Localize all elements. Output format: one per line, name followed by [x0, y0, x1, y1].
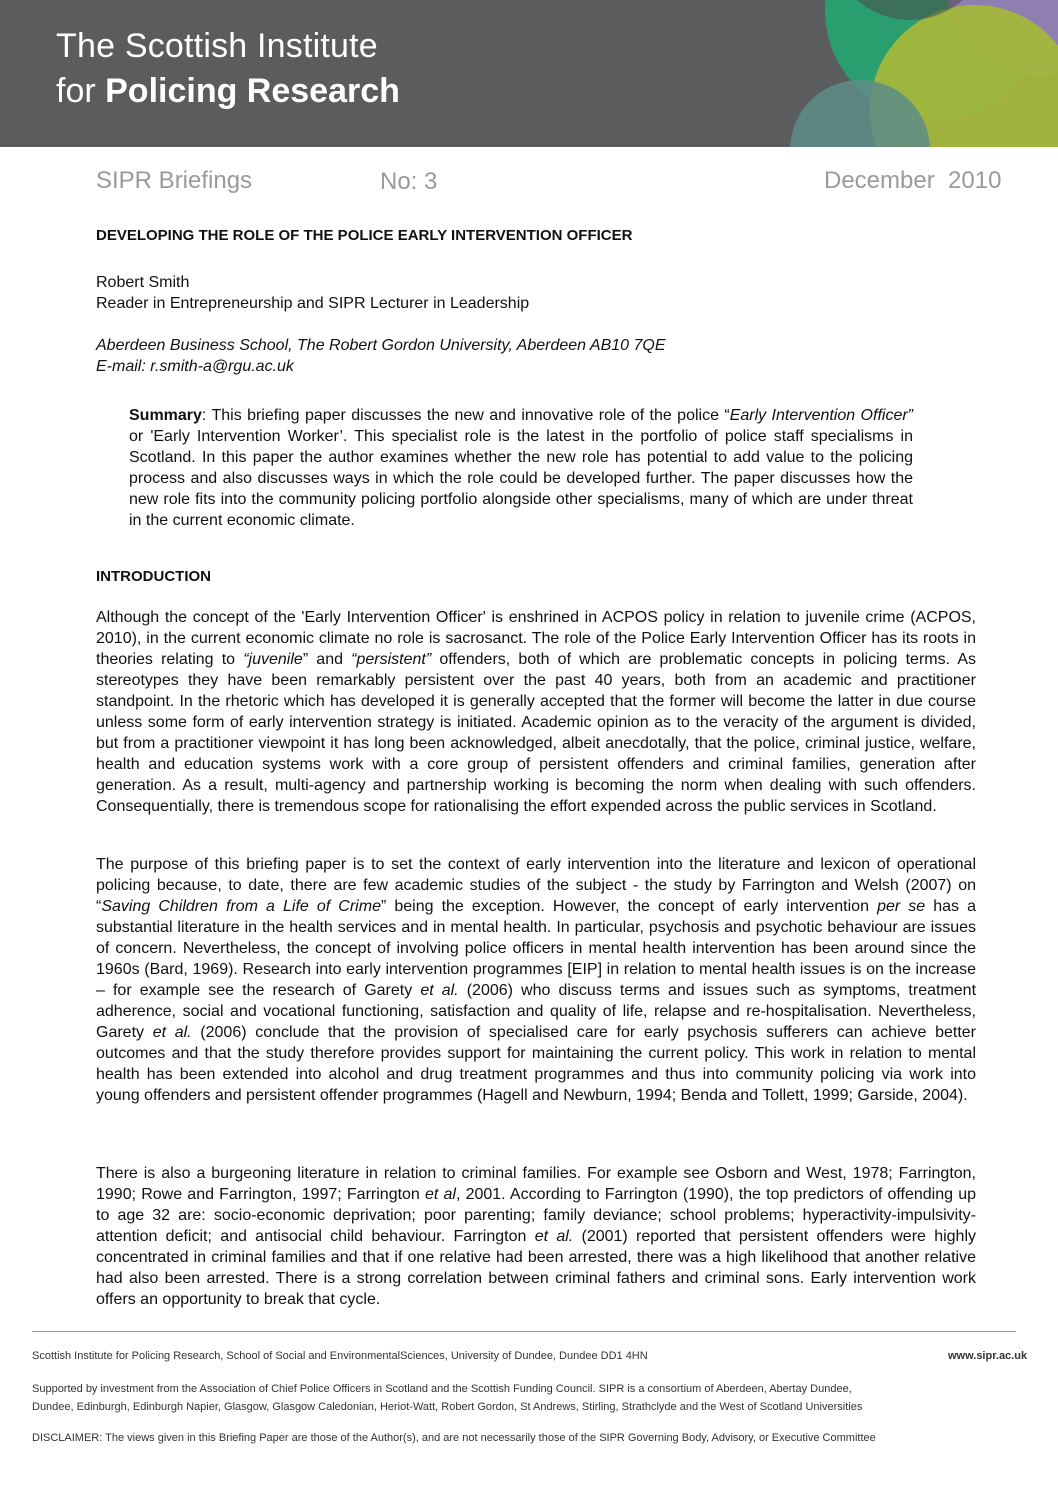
- article-title: DEVELOPING THE ROLE OF THE POLICE EARLY INTERVENTION OFFICER: [96, 227, 633, 244]
- footer-support-line: Supported by investment from the Association of Chief Police Officers in Scotland and the Scottish Funding Council. SIPR is a consortium of Aberdeen, Abertay Dundee,: [32, 1383, 852, 1395]
- paragraph-text: offenders, both of which are problematic concepts in policing terms. As stereotypes they have been remarkably persistent over the past 40 years, both from an academic and practitioner standpoint. In the rhetoric which has developed it is generally accepted that the former will become the latter in due course unless some form of early intervention strategy is initiated. Academic opinion as to the veracity of the argument is divided, but from a practitioner viewpoint it has long been acknowledged, albeit anecdotally, that the police, criminal justice, welfare, health and education systems work with a core group of persistent offenders and criminal families, generation after generation. As a result, multi-agency and partnership working is becoming the norm when dealing with such offenders. Consequentially, there is tremendous scope for rationalising the effort expended across the public services in Scotland.: [96, 651, 976, 815]
- author-email: E-mail: r.smith-a@rgu.ac.uk: [96, 358, 294, 375]
- header-banner: [0, 0, 1058, 147]
- paragraph-text: has a substantial literature in the health services and in mental health. In particular, psychosis and psychotic behaviour are issues of concern. Nevertheless, the concept of involving police officers in mental health intervention has been around since the 1960s (Bard, 1969). Research into early intervention programmes [EIP] in relation to mental health issues is on the increase – for example see the research of Garety: [96, 898, 977, 999]
- institute-for: for: [56, 72, 106, 110]
- paragraph-text: There is also a burgeoning literature in relation to criminal families. For example see Osborn and West, 1978; Farrington, 1990; Rowe and Farrington, 1997; Farrington: [96, 1165, 976, 1203]
- paragraph-text: Although the concept of the 'Early Intervention Officer' is enshrined in ACPOS policy in relation to juvenile crime (ACPOS, 2010), in the current economic climate no role is sacrosanct. The role of the Police Early Intervention Officer has its roots in theories relating to: [96, 609, 976, 668]
- paragraph-text: (2006) conclude that the provision of specialised care for early psychosis sufferers can achieve better outcomes and that the study therefore provides support for maintaining the current policy. This work in relation to mental health has been extended into alcohol and drug treatment programmes and thus into community policing via work into young offenders and persistent offender programmes (Hagell and Newburn, 1994; Benda and Tollett, 1999; Garside, 2004).: [96, 1024, 977, 1104]
- summary-label: Summary: [129, 407, 202, 424]
- paragraph-text: ” and: [302, 651, 352, 668]
- footer-disclaimer: DISCLAIMER: The views given in this Briefing Paper are those of the Author(s), and are not necessarily those of the SIPR Governing Body, Advisory, or Executive Committee: [32, 1432, 876, 1444]
- paragraph-italic: “persistent”: [351, 651, 432, 668]
- author-role: Reader in Entrepreneurship and SIPR Lecturer in Leadership: [96, 295, 530, 312]
- footer-support-line: Dundee, Edinburgh, Edinburgh Napier, Glasgow, Glasgow Caledonian, Heriot-Watt, Robert Gordon, St Andrews, Stirling, Strathclyde and the West of Scotland Universities: [32, 1401, 863, 1413]
- institute-policing-research: Policing Research: [105, 72, 400, 110]
- summary-text: : This briefing paper discusses the new and innovative role of the police “: [201, 407, 730, 424]
- institute-name-line1: The Scottish Institute: [56, 27, 378, 65]
- introduction-heading: INTRODUCTION: [96, 568, 211, 585]
- paragraph-text: The purpose of this briefing paper is to set the context of early intervention into the literature and lexicon of operational policing because, to date, there are few academic studies of the subject - the study by Farrington and Welsh (2007) on “: [96, 856, 976, 915]
- paragraph-text: (2006) who discuss terms and issues such as symptoms, treatment adherence, social and vocational functioning, satisfaction and quality of life, relapse and re-hospitalisation. Nevertheless, Garety: [96, 982, 977, 1041]
- series-name: SIPR Briefings: [96, 167, 253, 194]
- author-affiliation: Aberdeen Business School, The Robert Gordon University, Aberdeen AB10 7QE: [96, 337, 666, 354]
- introduction-paragraph-3: [96, 1163, 976, 1310]
- briefing-number: No: 3: [380, 168, 438, 195]
- summary-paragraph: [129, 405, 913, 532]
- paragraph-text: ” being the exception. However, the concept of early intervention: [380, 898, 878, 915]
- paragraph-italic: et al.: [420, 982, 459, 999]
- summary-text: or 'Early Intervention Worker’. This specialist role is the latest in the portfolio of police staff specialisms in Scotland. In this paper the author examines whether the new role has potential to add value to the policing process and also discusses ways in which the role could be developed further. The paper discusses how the new role fits into the community policing portfolio alongside other specialisms, many of which are under threat in the current economic climate.: [129, 428, 913, 530]
- institute-name-line2: [56, 72, 400, 111]
- paragraph-italic: “juvenile: [243, 651, 303, 668]
- paragraph-italic: per se: [877, 898, 926, 915]
- paragraph-italic: et al.: [152, 1024, 192, 1041]
- publication-date: December 2010: [824, 167, 1002, 194]
- footer-website-link[interactable]: www.sipr.ac.uk: [948, 1350, 1028, 1362]
- paragraph-italic: et al: [425, 1186, 456, 1203]
- paragraph-italic: et al.: [534, 1228, 574, 1245]
- summary-italic: Early Intervention Officer”: [729, 407, 913, 424]
- footer-divider: [32, 1331, 1016, 1332]
- paragraph-text: , 2001. According to Farrington (1990), the top predictors of offending up to age 32 are: socio-economic deprivation; poor parenting; family deviance; school problems; hyperactivity-impulsivity-attention deficit; and antisocial child behaviour. Farrington: [96, 1186, 976, 1245]
- footer-address: Scottish Institute for Policing Research, School of Social and EnvironmentalSciences, University of Dundee, Dundee DD1 4HN: [32, 1350, 648, 1362]
- author-name: Robert Smith: [96, 274, 190, 291]
- introduction-paragraph-2: [96, 854, 976, 1106]
- footer-support: [32, 1380, 1022, 1416]
- paragraph-text: (2001) reported that persistent offenders were highly concentrated in criminal families and that if one relative had been arrested, there was a high likelihood that another relative had also been arrested. There is a strong correlation between criminal fathers and criminal sons. Early intervention work offers an opportunity to break that cycle.: [96, 1228, 977, 1308]
- paragraph-italic: Saving Children from a Life of Crime: [101, 898, 381, 915]
- introduction-paragraph-1: [96, 607, 976, 817]
